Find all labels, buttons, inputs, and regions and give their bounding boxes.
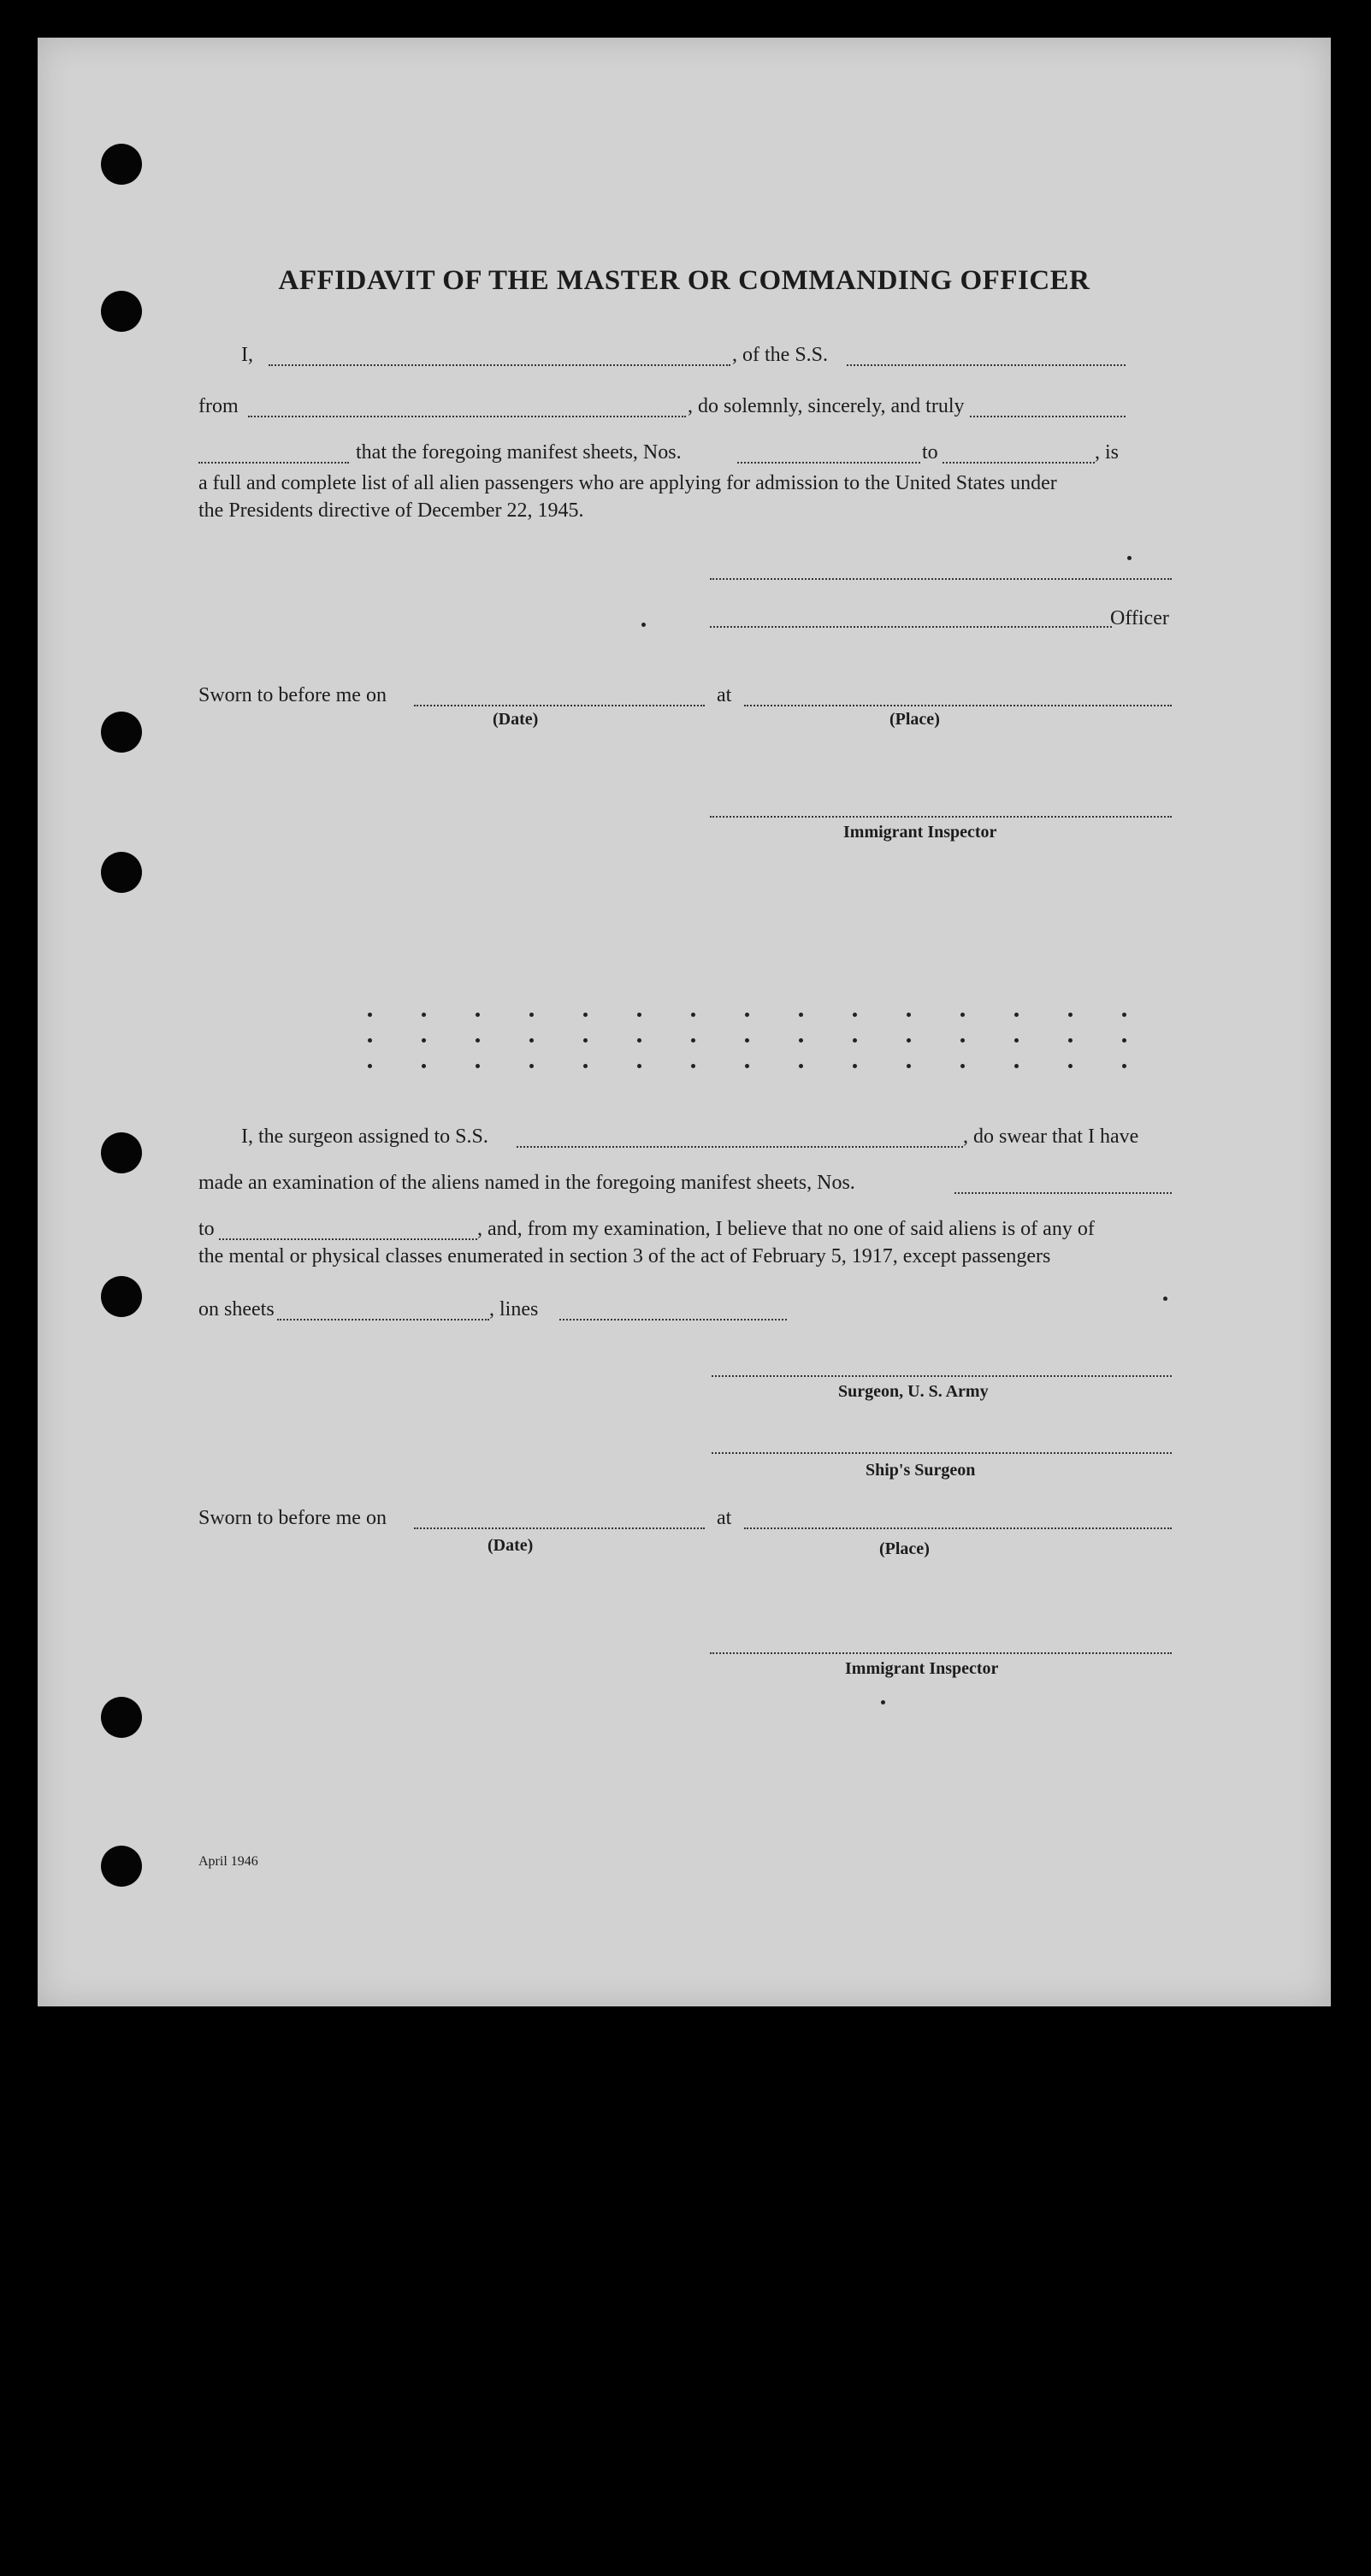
sworn-label-1: Sworn to before me on xyxy=(198,684,387,706)
separator-dot xyxy=(422,1038,426,1043)
oath-field[interactable] xyxy=(970,416,1126,417)
separator-dot xyxy=(691,1038,695,1043)
from-label: from xyxy=(198,395,239,417)
separator-dot xyxy=(1068,1013,1073,1017)
surgeon-to-label: to xyxy=(198,1218,215,1240)
sworn-at-label-2: at xyxy=(717,1507,732,1529)
separator-dot xyxy=(529,1013,534,1017)
is-label: , is xyxy=(1095,441,1120,464)
master-of-ss-label: , of the S.S. xyxy=(732,344,829,366)
surgeon-text-line-1b: , do swear that I have xyxy=(963,1126,1139,1148)
declare-field[interactable] xyxy=(198,462,349,464)
date-caption-1: (Date) xyxy=(493,710,539,729)
separator-dot xyxy=(691,1013,695,1017)
separator-dot xyxy=(853,1038,857,1043)
separator-dot xyxy=(529,1038,534,1043)
surgeon-ship-field[interactable] xyxy=(517,1146,963,1148)
separator-dot xyxy=(368,1038,372,1043)
place-caption-1: (Place) xyxy=(889,710,940,729)
separator-dot xyxy=(1122,1013,1126,1017)
separator-dot xyxy=(853,1064,857,1068)
immigrant-inspector-label-2: Immigrant Inspector xyxy=(845,1659,999,1678)
sworn-place-field-1[interactable] xyxy=(744,705,1172,706)
separator-dot xyxy=(907,1013,911,1017)
officer-signature-line-1[interactable] xyxy=(710,578,1172,580)
separator-dot xyxy=(799,1064,803,1068)
separator-dot xyxy=(1068,1064,1073,1068)
separator-dot xyxy=(907,1038,911,1043)
ships-surgeon-label: Ship's Surgeon xyxy=(866,1461,976,1480)
sworn-label-2: Sworn to before me on xyxy=(198,1507,387,1529)
separator-dot xyxy=(1122,1064,1126,1068)
punch-hole-1 xyxy=(101,144,142,185)
separator-dot xyxy=(907,1064,911,1068)
date-caption-2: (Date) xyxy=(488,1536,534,1555)
punch-hole-3 xyxy=(101,712,142,753)
sheets-from-field[interactable] xyxy=(737,462,920,464)
paper-speck xyxy=(641,623,646,627)
separator-dot xyxy=(422,1064,426,1068)
separator-dot xyxy=(745,1038,749,1043)
army-surgeon-label: Surgeon, U. S. Army xyxy=(838,1382,989,1401)
separator-dot xyxy=(691,1064,695,1068)
separator-dot xyxy=(745,1064,749,1068)
ships-surgeon-signature-line[interactable] xyxy=(712,1452,1172,1454)
sheets-to-field[interactable] xyxy=(943,462,1095,464)
lines-label: , lines xyxy=(489,1298,539,1320)
paper-speck xyxy=(881,1700,885,1705)
separator-dot xyxy=(960,1038,965,1043)
separator-dot xyxy=(960,1013,965,1017)
except-sheets-field[interactable] xyxy=(277,1319,489,1320)
separator-dot xyxy=(1014,1064,1019,1068)
separator-dot xyxy=(476,1013,480,1017)
separator-dot xyxy=(476,1038,480,1043)
inspector-signature-line-2[interactable] xyxy=(710,1652,1172,1654)
surgeon-text-line-2: made an examination of the aliens named in the foregoing manifest sheets, Nos. xyxy=(198,1172,855,1194)
punch-hole-5 xyxy=(101,1132,142,1173)
form-date-footer: April 1946 xyxy=(198,1854,258,1869)
army-surgeon-signature-line[interactable] xyxy=(712,1375,1172,1377)
separator-dot xyxy=(745,1013,749,1017)
separator-dot xyxy=(1014,1013,1019,1017)
sworn-at-label-1: at xyxy=(717,684,732,706)
officer-label: Officer xyxy=(1110,607,1169,629)
separator-dot xyxy=(422,1013,426,1017)
separator-dot xyxy=(476,1064,480,1068)
punch-hole-2 xyxy=(101,291,142,332)
surgeon-text-line-1a: I, the surgeon assigned to S.S. xyxy=(241,1126,488,1148)
punch-hole-6 xyxy=(101,1276,142,1317)
punch-hole-4 xyxy=(101,852,142,893)
officer-signature-line-2[interactable] xyxy=(710,626,1112,628)
separator-dot xyxy=(637,1038,641,1043)
foregoing-sheets-label: that the foregoing manifest sheets, Nos. xyxy=(356,441,682,464)
ship-name-field[interactable] xyxy=(847,364,1126,366)
separator-dot xyxy=(583,1038,588,1043)
separator-dot xyxy=(799,1013,803,1017)
separator-dot xyxy=(799,1038,803,1043)
separator-dot xyxy=(637,1064,641,1068)
separator-dot xyxy=(960,1064,965,1068)
master-text-line-5: the Presidents directive of December 22, 1945. xyxy=(198,499,584,522)
place-caption-2: (Place) xyxy=(879,1539,930,1558)
immigrant-inspector-label-1: Immigrant Inspector xyxy=(843,823,997,842)
master-i-label: I, xyxy=(241,344,253,366)
separator-dot xyxy=(1014,1038,1019,1043)
separator-dot xyxy=(368,1013,372,1017)
inspector-signature-line-1[interactable] xyxy=(710,816,1172,818)
solemnly-label: , do solemnly, sincerely, and truly xyxy=(688,395,965,417)
sworn-place-field-2[interactable] xyxy=(744,1527,1172,1529)
separator-dot xyxy=(368,1064,372,1068)
surgeon-sheets-from-field[interactable] xyxy=(954,1192,1172,1194)
separator-dot xyxy=(853,1013,857,1017)
surgeon-text-line-3: , and, from my examination, I believe that no one of said aliens is of any of xyxy=(477,1218,1095,1240)
sworn-date-field-2[interactable] xyxy=(414,1527,705,1529)
separator-dot xyxy=(583,1013,588,1017)
separator-dots xyxy=(368,1013,1189,1072)
separator-dot xyxy=(583,1064,588,1068)
form-title: AFFIDAVIT OF THE MASTER OR COMMANDING OFFICER xyxy=(278,265,1090,296)
document-page xyxy=(38,38,1331,2006)
master-name-field[interactable] xyxy=(269,364,730,366)
from-port-field[interactable] xyxy=(248,416,686,417)
surgeon-sheets-to-field[interactable] xyxy=(219,1238,477,1240)
on-sheets-label: on sheets xyxy=(198,1298,275,1320)
except-lines-field[interactable] xyxy=(559,1319,787,1320)
punch-hole-7 xyxy=(101,1697,142,1738)
separator-dot xyxy=(1068,1038,1073,1043)
separator-dot xyxy=(1122,1038,1126,1043)
sheets-to-label: to xyxy=(922,441,938,464)
master-text-line-4: a full and complete list of all alien passengers who are applying for admission to the United States under xyxy=(198,472,1057,494)
surgeon-text-line-4: the mental or physical classes enumerated in section 3 of the act of February 5, 1917, except passengers xyxy=(198,1245,1051,1267)
separator-dot xyxy=(637,1013,641,1017)
separator-dot xyxy=(529,1064,534,1068)
punch-hole-8 xyxy=(101,1846,142,1887)
paper-speck xyxy=(1163,1297,1167,1301)
paper-speck xyxy=(1127,556,1132,560)
sworn-date-field-1[interactable] xyxy=(414,705,705,706)
